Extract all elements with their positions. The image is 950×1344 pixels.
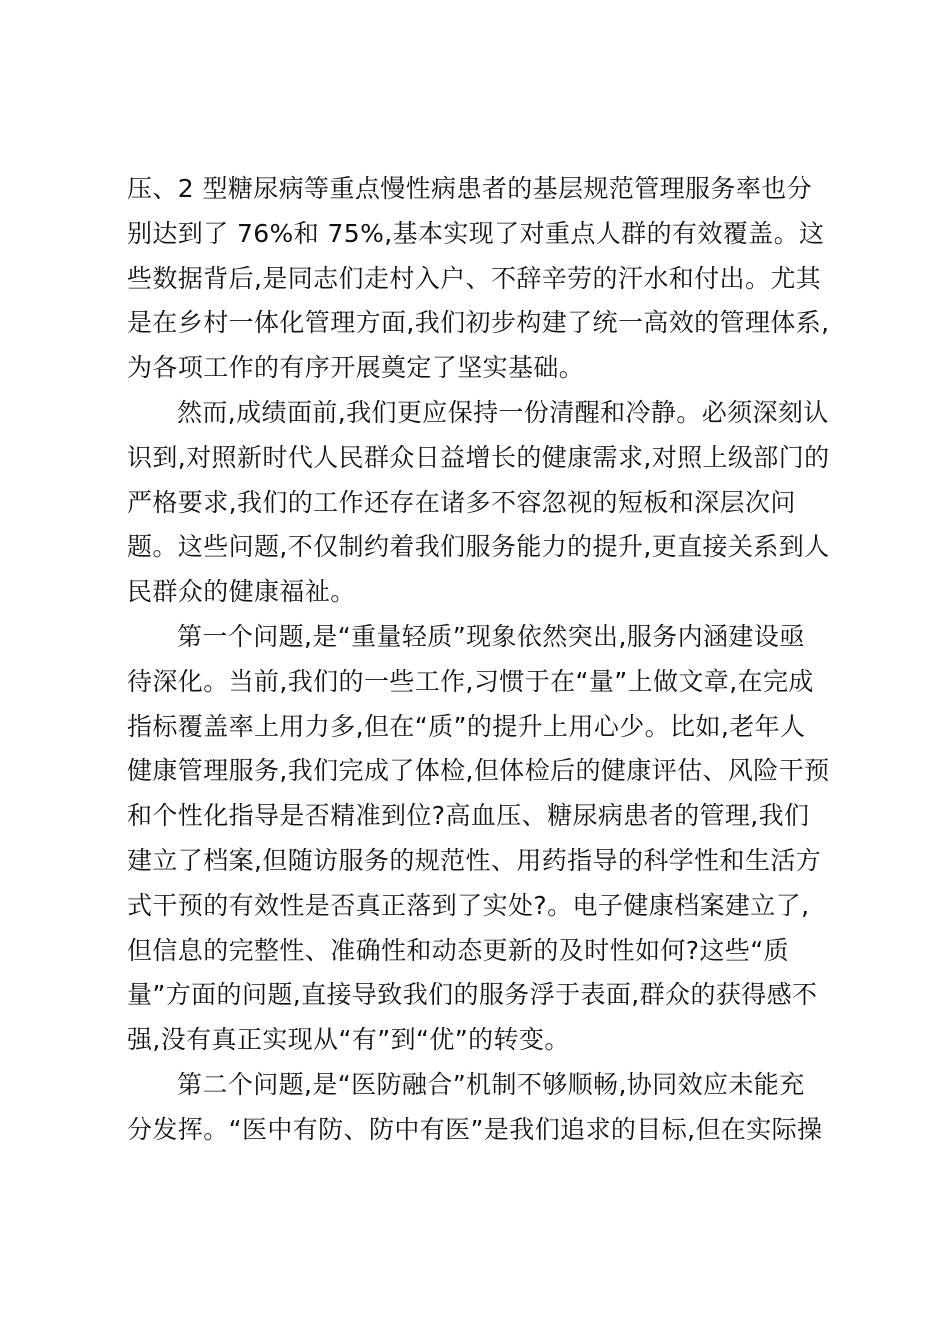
paragraph-2-line-2: 识到,对照新时代人民群众日益增长的健康需求,对照上级部门的	[127, 442, 830, 472]
paragraph-1-line-2: 别达到了 76%和 75%,基本实现了对重点人群的有效覆盖。这	[127, 218, 825, 248]
paragraph-1-line-3: 些数据背后,是同志们走村入户、不辞辛劳的汗水和付出。尤其	[127, 263, 822, 293]
document-body	[127, 167, 847, 1153]
paragraph-3-line-8: 但信息的完整性、准确性和动态更新的及时性如何?这些“质	[127, 935, 790, 965]
paragraph-3-line-3: 指标覆盖率上用力多,但在“质”的提升上用心少。比如,老年人	[127, 711, 806, 741]
paragraph-1-line-5: 为各项工作的有序开展奠定了坚实基础。	[127, 353, 585, 383]
paragraph-3-line-1: 第一个问题,是“重量轻质”现象依然突出,服务内涵建设亟	[177, 621, 805, 651]
paragraph-3-line-6: 建立了档案,但随访服务的规范性、用药指导的科学性和生活方	[127, 845, 822, 875]
paragraph-3-line-2: 待深化。当前,我们的一些工作,习惯于在“量”上做文章,在完成	[127, 666, 814, 696]
paragraph-4-line-2: 分发挥。“医中有防、防中有医”是我们追求的目标,但在实际操	[127, 1114, 823, 1144]
paragraph-1-line-1: 压、2 型糖尿病等重点慢性病患者的基层规范管理服务率也分	[127, 174, 813, 203]
paragraph-2-line-5: 民群众的健康福祉。	[127, 577, 356, 607]
paragraph-3-line-10: 强,没有真正实现从“有”到“优”的转变。	[127, 1025, 570, 1055]
paragraph-1-line-4: 是在乡村一体化管理方面,我们初步构建了统一高效的管理体系,	[127, 308, 830, 338]
paragraph-3-line-5: 和个性化指导是否精准到位?高血压、糖尿病患者的管理,我们	[127, 801, 810, 831]
paragraph-3-line-4: 健康管理服务,我们完成了体检,但体检后的健康评估、风险干预	[127, 756, 830, 786]
paragraph-2-line-4: 题。这些问题,不仅制约着我们服务能力的提升,更直接关系到人	[127, 532, 830, 562]
paragraph-3-line-7: 式干预的有效性是否真正落到了实处?。电子健康档案建立了,	[127, 890, 810, 920]
paragraph-3-line-9: 量”方面的问题,直接导致我们的服务浮于表面,群众的获得感不	[127, 980, 818, 1010]
paragraph-2-line-1: 然而,成绩面前,我们更应保持一份清醒和冷静。必须深刻认	[177, 397, 829, 427]
paragraph-2-line-3: 严格要求,我们的工作还存在诸多不容忽视的短板和深层次问	[127, 487, 796, 517]
paragraph-4-line-1: 第二个问题,是“医防融合”机制不够顺畅,协同效应未能充	[177, 1069, 805, 1099]
